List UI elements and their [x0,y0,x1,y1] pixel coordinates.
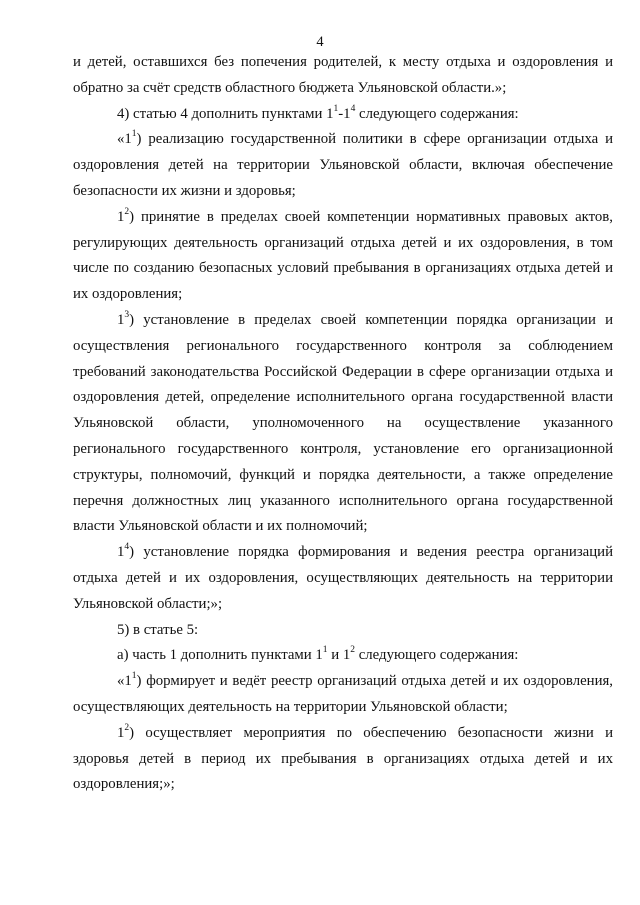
text-run: ) осуществляет мероприятия по обеспечению безопасности жизни и здоровья детей в период их пребывания в организациях отдыха детей и их оздоровления;»; [73,724,613,793]
paragraph-item-5 [73,618,613,644]
text-run: 5) в статье 5: [117,621,199,638]
text-run: ) принятие в пределах своей компетенции нормативных правовых актов, регулирующих деятельность организаций отдыха детей и их оздоровления, в том числе по созданию безопасных условий пребывания в организациях отдыха детей и их оздоровления; [73,208,613,303]
text-run: и 1 [327,647,351,664]
paragraph-point-1-1 [73,127,613,204]
paragraph-item-4 [73,102,613,128]
superscript-index: 3 [124,310,130,321]
text-run: ) установление в пределах своей компетенции порядка организации и осуществления регионального государственного контроля за соблюдением требований законодательства Российской Федерации в сфере организации отдыха и оздоровления детей, определение исполнительного органа государственной власти Ульяновской области, уполномоченного на осуществление указанного регионального государственного контроля, установление его организационной структуры, полномочий, функций и порядка деятельности, а также определение перечня должностных лиц указанного исполнительного органа государственной власти Ульяновской области и их полномочий; [73,311,613,535]
paragraph-point-1-3 [73,308,613,540]
superscript-index: 1 [322,645,328,656]
text-run: а) часть 1 дополнить пунктами 1 [117,647,323,664]
text-run: следующего содержания: [355,105,519,122]
text-run: следующего содержания: [355,647,519,664]
superscript-index: 1 [131,671,137,682]
paragraph-part1-point-1-2 [73,721,613,798]
document-body [73,50,613,798]
paragraph-subitem-a [73,643,613,669]
superscript-index: 2 [124,206,130,217]
text-run: 1 [117,724,125,741]
text-run: ) реализацию государственной политики в сфере организации отдыха и оздоровления детей на территории Ульяновской области, включая обеспечение безопасности их жизни и здоровья; [73,131,613,199]
paragraph-continuation [73,50,613,102]
text-run: 4) статью 4 дополнить пунктами 1 [117,105,334,122]
text-run: -1 [338,105,351,122]
superscript-index: 2 [124,722,130,733]
text-run: и детей, оставшихся без попечения родителей, к месту отдыха и оздоровления и обратно за счёт средств областного бюджета Ульяновской области.»; [73,54,613,96]
superscript-index: 1 [333,103,339,114]
superscript-index: 2 [350,645,356,656]
text-run: 1 [117,544,125,561]
text-run: 1 [117,311,125,328]
text-run: «1 [117,131,132,148]
superscript-index: 4 [350,103,356,114]
text-run: ) установление порядка формирования и ведения реестра организаций отдыха детей и их оздоровления, осуществляющих деятельность на территории Ульяновской области;»; [73,544,613,612]
paragraph-point-1-4 [73,540,613,617]
paragraph-part1-point-1-1 [73,669,613,721]
superscript-index: 1 [131,129,137,140]
superscript-index: 4 [124,542,130,553]
paragraph-point-1-2 [73,205,613,308]
text-run: 1 [117,208,125,225]
page-number: 4 [316,34,324,50]
text-run: ) формирует и ведёт реестр организаций отдыха детей и их оздоровления, осуществляющих деятельность на территории Ульяновской области; [73,673,613,715]
text-run: «1 [117,673,132,690]
